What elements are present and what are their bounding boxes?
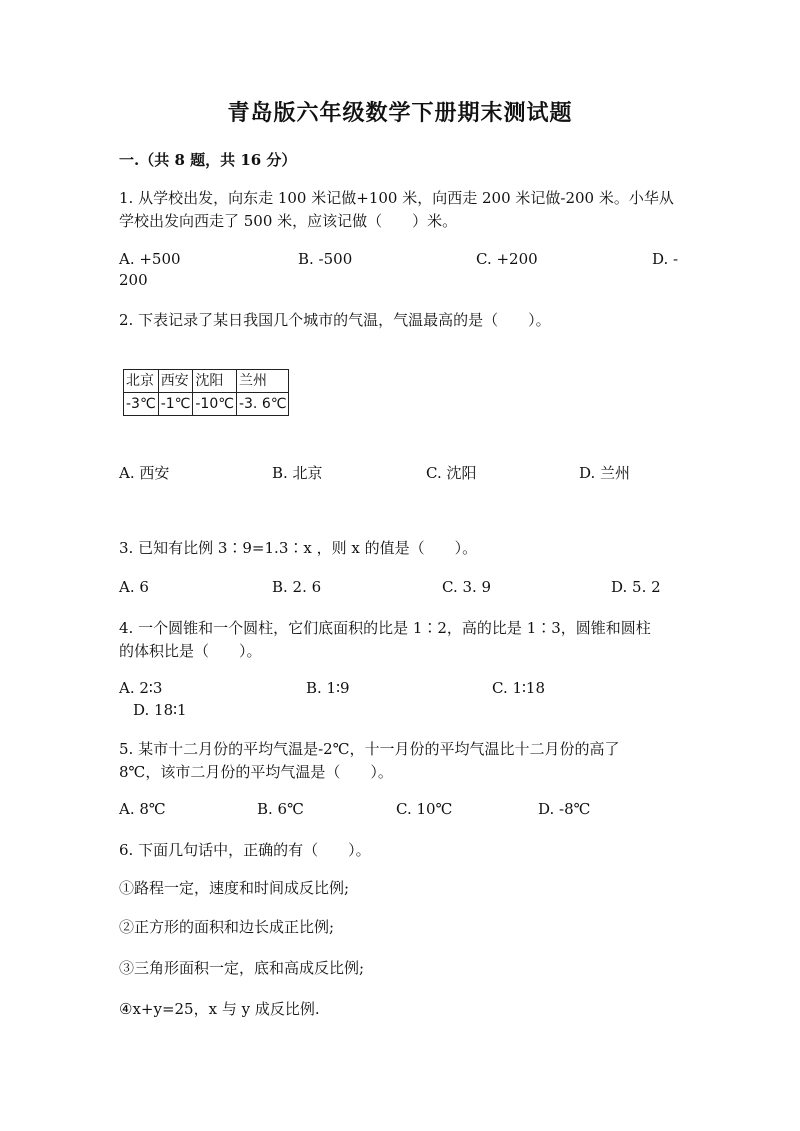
question-5-option-b: B. 6℃ xyxy=(257,800,304,818)
question-1-option-d: D. - xyxy=(652,250,679,268)
question-4-option-c: C. 1∶18 xyxy=(492,679,546,697)
question-1-line-2: 学校出发向西走了 500 米，应该记做（ ）米。 xyxy=(119,212,458,230)
page-title: 青岛版六年级数学下册期末测试题 xyxy=(227,100,573,126)
question-1-option-b: B. -500 xyxy=(298,250,353,268)
question-5-line-1: 5. 某市十二月份的平均气温是-2℃，十一月份的平均气温比十二月份的高了 xyxy=(119,740,620,758)
table-cell: -3. 6℃ xyxy=(236,393,289,416)
table-cell: 兰州 xyxy=(236,370,289,393)
question-2-option-a: A. 西安 xyxy=(119,464,170,482)
question-2-option-d: D. 兰州 xyxy=(579,464,631,482)
question-3-option-b: B. 2. 6 xyxy=(272,578,322,596)
table-cell: 西安 xyxy=(158,370,193,393)
question-4-option-a: A. 2∶3 xyxy=(119,679,163,697)
question-3-text: 3. 已知有比例 3∶9=1.3∶x ，则 x 的值是（ ）。 xyxy=(119,539,478,557)
question-6-statement-4: ④x+y=25，x 与 y 成反比例. xyxy=(119,1000,320,1018)
question-2-option-b: B. 北京 xyxy=(272,464,323,482)
table-cell: 北京 xyxy=(124,370,159,393)
question-5-option-a: A. 8℃ xyxy=(119,800,166,818)
table-cell: -10℃ xyxy=(193,393,237,416)
question-5-line-2: 8℃，该市二月份的平均气温是（ ）。 xyxy=(119,763,393,781)
section-heading: 一.（共 8 题，共 16 分） xyxy=(119,151,297,169)
question-3-option-c: C. 3. 9 xyxy=(442,578,492,596)
question-1-option-d-wrap: 200 xyxy=(119,271,148,289)
question-3-option-a: A. 6 xyxy=(119,578,149,596)
temperature-table xyxy=(123,369,289,416)
question-6-text: 6. 下面几句话中，正确的有（ ）。 xyxy=(119,841,371,859)
question-4-option-b: B. 1∶9 xyxy=(306,679,350,697)
question-1-option-c: C. +200 xyxy=(476,250,538,268)
question-3-option-d: D. 5. 2 xyxy=(611,578,661,596)
question-4-line-2: 的体积比是（ ）。 xyxy=(119,642,262,660)
question-2-option-c: C. 沈阳 xyxy=(426,464,477,482)
question-4-line-1: 4. 一个圆锥和一个圆柱，它们底面积的比是 1∶2，高的比是 1∶3，圆锥和圆柱 xyxy=(119,619,651,637)
question-6-statement-1: ①路程一定，速度和时间成反比例; xyxy=(119,879,350,897)
table-cell: -3℃ xyxy=(124,393,159,416)
table-cell: -1℃ xyxy=(158,393,193,416)
question-1-option-a: A. +500 xyxy=(119,250,181,268)
question-5-option-c: C. 10℃ xyxy=(396,800,453,818)
question-6-statement-2: ②正方形的面积和边长成正比例; xyxy=(119,918,335,936)
question-2-text: 2. 下表记录了某日我国几个城市的气温，气温最高的是（ ）。 xyxy=(119,311,551,329)
question-1-line-1: 1. 从学校出发，向东走 100 米记做+100 米，向西走 200 米记做-200 米。小华从 xyxy=(119,189,674,207)
table-row xyxy=(124,370,289,393)
question-5-option-d: D. -8℃ xyxy=(538,800,591,818)
question-6-statement-3: ③三角形面积一定，底和高成反比例; xyxy=(119,959,365,977)
table-cell: 沈阳 xyxy=(193,370,237,393)
table-row xyxy=(124,393,289,416)
question-4-option-d: D. 18∶1 xyxy=(133,701,187,719)
